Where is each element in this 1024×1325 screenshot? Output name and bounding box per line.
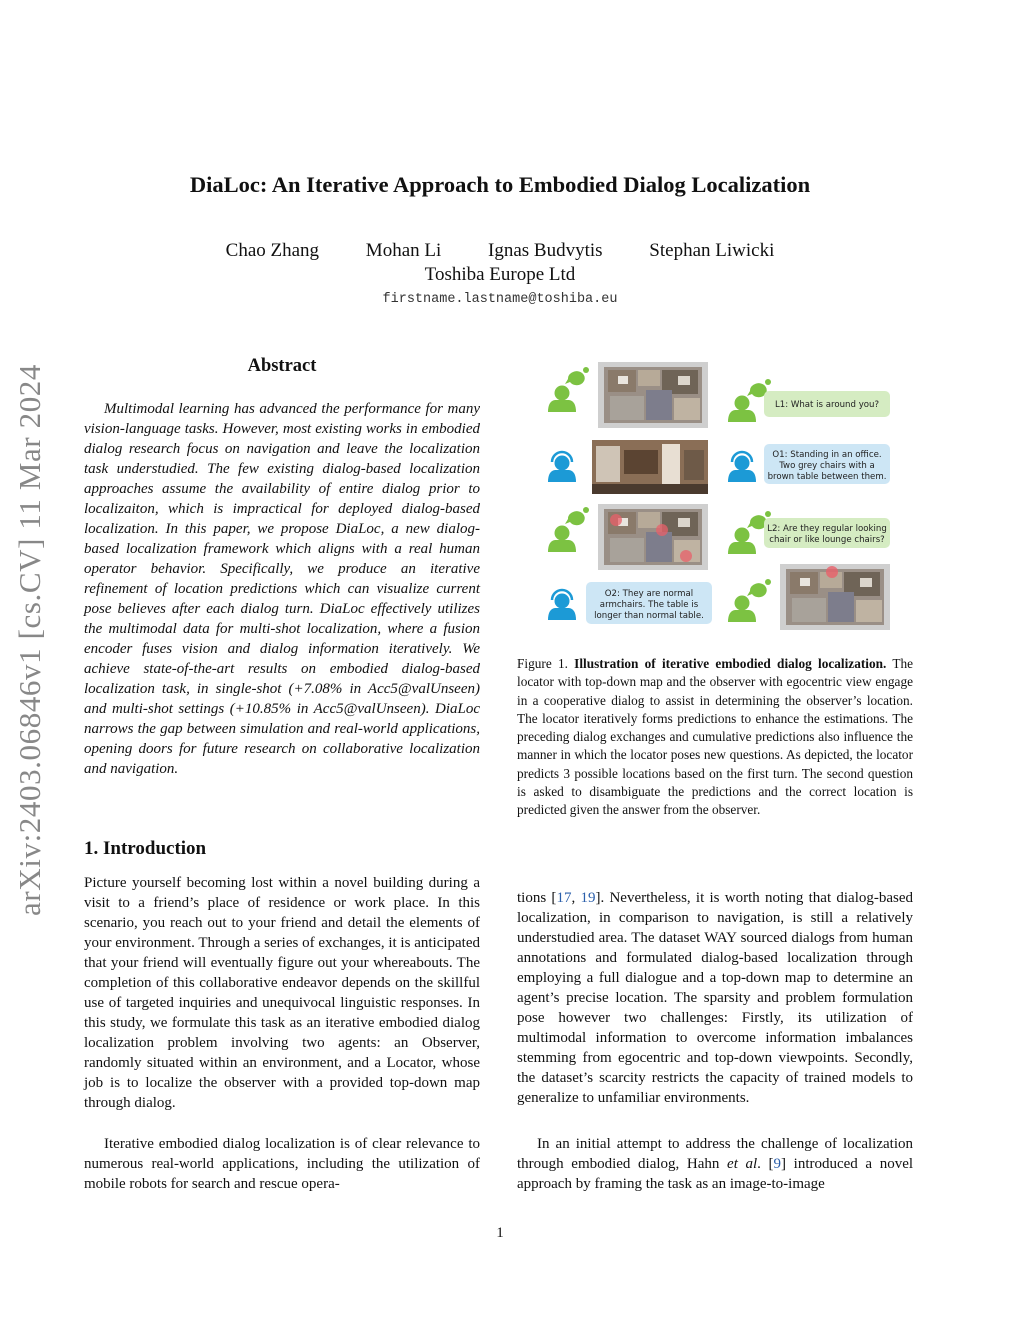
bubble-l2-line1: L2: Are they regular looking — [767, 524, 887, 534]
locator-icon — [548, 386, 576, 413]
prediction-marker — [826, 566, 838, 578]
prediction-marker — [610, 514, 622, 526]
citation-link[interactable]: 19 — [580, 890, 596, 906]
page-number: 1 — [496, 1225, 504, 1241]
chat-bubble-icon — [565, 507, 589, 525]
abstract-heading: Abstract — [247, 356, 317, 376]
locator-icon — [728, 596, 756, 623]
right-paragraph-1 — [517, 888, 913, 1108]
bubble-l1: L1: What is around you? — [774, 400, 880, 410]
top-down-map — [598, 362, 708, 428]
figure-1-caption — [517, 655, 913, 820]
text-run: In an initial attempt to address the challenge of localization through embodied dialog, Hahn — [517, 1136, 913, 1172]
text-run: et al — [727, 1156, 758, 1172]
bubble-o1-line3: brown table between them. — [767, 472, 887, 482]
prediction-marker — [680, 550, 692, 562]
chat-bubble-icon — [747, 579, 771, 597]
affiliation: Toshiba Europe Ltd — [424, 264, 576, 285]
bubble-l2-line2: chair or like lounge chairs? — [769, 535, 885, 545]
locator-icon — [728, 396, 756, 423]
author-name: Stephan Liwicki — [649, 240, 775, 261]
intro-paragraph-1: Picture yourself becoming lost within a novel building during a visit to a friend’s place of residence or work place. In this scenario, you reach out to your friend and detail the elements of your environment. Through a series of exchanges, it is anticipated that your friend will eventually figure out your whereabouts. The completion of this collaborative endeavor depends on the skillful use of targeted inquiries and unequivocal linguistic responses. In this study, we formulate this task as an iterative embodied dialog localization problem involving two agents: an Observer, randomly situated within an environment, and a Locator, whose job is to localize the observer with a provided top-down map through dialog. — [84, 875, 480, 1111]
text-run: ] introduced a novel approach by framing the task as an image-to-image — [517, 1156, 914, 1192]
locator-icon — [728, 528, 756, 555]
text-run: . [ — [757, 1156, 774, 1172]
arxiv-identifier: arXiv:2403.06846v1 [cs.CV] 11 Mar 2024 — [12, 363, 47, 917]
author-name: Chao Zhang — [225, 240, 320, 261]
author-name: Mohan Li — [365, 240, 442, 261]
text-run: , — [571, 890, 581, 906]
bubble-o1-line2: Two grey chairs with a — [779, 461, 875, 471]
top-down-map-with-predictions — [598, 504, 708, 570]
paper-title: DiaLoc: An Iterative Approach to Embodied Dialog Localization — [189, 172, 811, 197]
intro-paragraph-2: Iterative embodied dialog localization is of clear relevance to numerous real-world applications, including the utilization of mobile robots for search and rescue opera- — [84, 1136, 480, 1192]
contact-email[interactable]: firstname.lastname@toshiba.eu — [382, 292, 618, 307]
text-run: tions [ — [517, 890, 557, 906]
locator-icon — [548, 526, 576, 553]
caption-title: Illustration of iterative embodied dialog localization. — [574, 656, 887, 671]
bubble-o2-line2: armchairs. The table is — [599, 600, 699, 610]
caption-body: The locator with top-down map and the observer with egocentric view engage in a cooperative dialog to assist in determining the observer’s location. The locator iteratively forms predictions to enhance the estimations. The preceding dialog exchanges and cumulative predictions also influence the manner in which the locator poses new questions. As depicted, the locator predicts 3 possible locations based on the first turn. The second question is asked to disambiguate the predictions and the correct location is predicted given the answer from the observer. — [517, 656, 914, 818]
section-heading-introduction: 1. Introduction — [84, 838, 207, 859]
citation-link[interactable]: 9 — [773, 1156, 782, 1172]
bubble-o2-line3: longer than normal table. — [594, 611, 704, 621]
abstract-body: Multimodal learning has advanced the performance for many vision-language tasks. However, most existing works in embodied dialog research focus on navigation and leave the localization task understudied. The few existing dialog-based localization approaches assume the availability of entire dialog prior to localizaiton, which is impractical for deployed dialog-based localization. In this paper, we propose DiaLoc, a new dialog-based localization framework which aligns with a real human operator behavior. Specifically, we produce an iterative refinement of location predictions which can visualize current pose believes after each dialog turn. DiaLoc effectively utilizes the multimodal data for multi-shot localization, where a fusion encoder fuses vision and dialog information iteratively. We achieve state-of-the-art results on embodied dialog-based localization task, in single-shot (+7.08% in Acc5@valUnseen) and multi-shot settings (+10.85% in Acc5@valUnseen). DiaLoc narrows the gap between simulation and real-world applications, opening doors for future research on collaborative localization and navigation. — [84, 401, 480, 777]
right-paragraph-2 — [517, 1134, 913, 1194]
prediction-marker — [656, 524, 668, 536]
bubble-o2-line1: O2: They are normal — [604, 589, 694, 599]
caption-label: Figure 1. — [517, 656, 568, 671]
author-name: Ignas Budvytis — [488, 240, 603, 261]
chat-bubble-icon — [565, 367, 589, 385]
citation-link[interactable]: 17 — [556, 890, 572, 906]
bubble-o1-line1: O1: Standing in an office. — [772, 450, 882, 460]
author-list — [0, 240, 1000, 262]
text-run: ]. Nevertheless, it is worth noting that dialog-based localization, in comparison to navigation, is still a relatively understudied area. The dataset WAY sourced dialogs from human annotations and formulated dialog-based localization through employing a full dialogue and a top-down map to determine an agent’s precise location. The sparsity and problem formulation pose however two challenges: Firstly, its utilization of multimodal information to overcome information imbalances stemming from egocentric and top-down viewpoints. Secondly, the dataset’s scarcity restricts the capacity of trained models to generalize to unfamiliar environments. — [517, 890, 914, 1106]
figure-1-illustration — [540, 358, 900, 633]
